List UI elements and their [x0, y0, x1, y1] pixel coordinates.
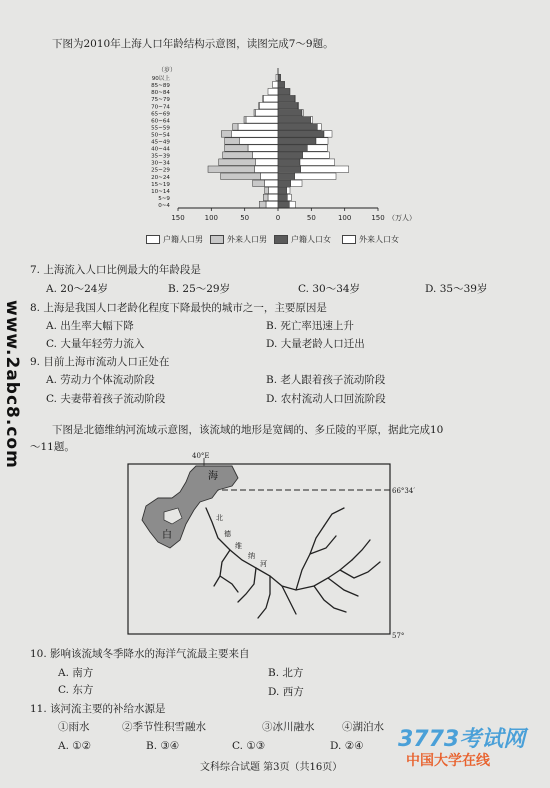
- legend-label: 户籍人口女: [291, 235, 331, 244]
- intro-text-2: 下图是北德维纳河流域示意图，该流域的地形是宽阔的、多丘陵的平原，据此完成10: [52, 424, 444, 436]
- bar-right-1-5-9: [287, 194, 291, 200]
- x-tick-label: 150: [171, 214, 185, 222]
- q9-option-a[interactable]: A. 劳动力个体流动阶段: [46, 374, 155, 386]
- bar-left-1-40-44: [225, 145, 248, 151]
- bar-right-1-75-79: [295, 95, 296, 101]
- bar-left-0-75-79: [263, 95, 278, 101]
- bar-left-1-60-64: [244, 117, 246, 123]
- bar-right-0-25-29: [278, 166, 301, 172]
- age-tick-label: 45~49: [151, 139, 170, 146]
- bar-left-0-5-9: [268, 194, 278, 200]
- bar-right-1-50-54: [324, 131, 332, 137]
- tributary-east-b: [352, 540, 370, 560]
- lon-label-40e: 40°E: [192, 452, 210, 460]
- map-frame: [128, 464, 390, 634]
- q7-option-d[interactable]: D. 35～39岁: [425, 283, 488, 295]
- bar-right-1-65-69: [302, 110, 303, 116]
- tributary-north: [296, 526, 324, 590]
- q11-option-d[interactable]: D. ②④: [330, 740, 364, 752]
- tributary-west-b: [220, 576, 238, 592]
- age-tick-label: 5~9: [158, 195, 170, 202]
- age-tick-label: 80~84: [151, 90, 170, 97]
- age-tick-label: 30~34: [151, 160, 170, 167]
- river-char-2: 德: [224, 530, 231, 538]
- q11-option-a[interactable]: A. ①②: [58, 740, 92, 752]
- river-char-4: 纳: [248, 552, 255, 560]
- legend-hj-female: [274, 234, 331, 245]
- tributary-south-2: [258, 576, 270, 618]
- q11-option-b[interactable]: B. ③④: [146, 740, 180, 752]
- age-tick-label: 85~89: [151, 83, 170, 90]
- tributary-south-3: [282, 586, 296, 614]
- age-tick-label: 0~4: [158, 203, 170, 209]
- bar-left-1-25-29: [208, 166, 255, 172]
- bar-left-1-15-19: [253, 180, 265, 186]
- q8-option-d[interactable]: D. 大量老龄人口迁出: [266, 338, 365, 350]
- bar-right-1-10-14: [287, 187, 290, 193]
- bar-left-0-60-64: [246, 117, 278, 123]
- page-footer: 文科综合试题 第3页（共16页）: [200, 762, 343, 773]
- bar-left-0-30-34: [255, 159, 278, 165]
- q10-option-b[interactable]: B. 北方: [268, 667, 304, 679]
- bar-left-0-45-49: [239, 138, 278, 144]
- age-tick-label: 90以上: [151, 76, 170, 83]
- y-axis-unit-label: （岁）: [158, 67, 177, 74]
- legend-wl-male: [210, 234, 267, 245]
- tributary-south-1: [238, 568, 256, 602]
- x-tick-label: 150: [371, 214, 385, 222]
- bar-left-0-80-84: [268, 88, 278, 94]
- age-tick-label: 60~64: [151, 118, 170, 125]
- bar-right-1-60-64: [311, 117, 313, 123]
- tributary-se-b: [328, 578, 358, 596]
- bar-right-1-40-44: [307, 145, 327, 151]
- age-tick-label: 70~74: [151, 104, 170, 111]
- bar-right-1-20-24: [295, 173, 336, 179]
- bar-right-1-70-74: [298, 103, 299, 109]
- bar-left-1-20-24: [221, 173, 261, 179]
- age-tick-label: 55~59: [151, 125, 170, 132]
- tributary-se: [314, 586, 346, 612]
- bar-left-1-10-14: [265, 187, 269, 193]
- q8-option-a[interactable]: A. 出生率大幅下降: [46, 320, 134, 332]
- q10-option-d[interactable]: D. 西方: [268, 686, 304, 698]
- bar-left-0-35-39: [253, 152, 278, 158]
- intro-text-1: 下图为2010年上海人口年龄结构示意图，读图完成7～9题。: [52, 38, 334, 50]
- bar-right-0-85-89: [278, 81, 285, 87]
- q10-stem: 10. 影响该流域冬季降水的海洋气流最主要来自: [30, 648, 250, 660]
- population-pyramid-chart: [128, 60, 428, 250]
- bar-left-0-20-24: [261, 173, 278, 179]
- age-tick-label: 10~14: [151, 188, 170, 195]
- bar-right-1-45-49: [316, 138, 328, 144]
- bar-left-1-30-34: [219, 159, 256, 165]
- bar-left-0-15-19: [265, 180, 278, 186]
- bar-left-1-75-79: [263, 95, 264, 101]
- bar-right-0-45-49: [278, 138, 316, 144]
- legend-wl-female: [342, 234, 399, 245]
- q10-option-c[interactable]: C. 东方: [58, 684, 94, 696]
- bar-right-0-10-14: [278, 187, 287, 193]
- q7-option-a[interactable]: A. 20～24岁: [46, 283, 108, 295]
- bar-left-0-25-29: [255, 166, 278, 172]
- bar-right-0-35-39: [278, 152, 303, 158]
- q7-option-c[interactable]: C. 30～34岁: [298, 283, 361, 295]
- bar-left-0-85-89: [273, 81, 278, 87]
- q9-stem: 9. 目前上海市流动人口正处在: [30, 356, 170, 368]
- bar-left-1-50-54: [221, 131, 231, 137]
- tributary-ne: [324, 508, 344, 526]
- q10-option-a[interactable]: A. 南方: [58, 667, 94, 679]
- river-basin-map: [120, 452, 415, 642]
- x-tick-label: 100: [337, 214, 352, 222]
- bar-left-1-35-39: [223, 152, 253, 158]
- bar-left-0-0-4: [266, 201, 278, 207]
- bar-left-1-5-9: [263, 194, 268, 200]
- watermark-text: www.2abc8.com: [2, 300, 22, 469]
- bar-right-1-35-39: [303, 152, 330, 158]
- lat-label-57: 57°: [392, 632, 405, 640]
- bar-right-1-25-29: [301, 166, 349, 172]
- legend-label: 户籍人口男: [163, 235, 203, 244]
- legend-hj-male: [146, 234, 203, 245]
- age-tick-label: 65~69: [151, 111, 170, 118]
- river-char-1: 北: [216, 514, 223, 522]
- q8-option-b[interactable]: B. 死亡率迅速上升: [266, 320, 354, 332]
- legend-label: 外来人口男: [227, 235, 267, 244]
- bar-left-0-65-69: [255, 110, 278, 116]
- sea-label-bai: 白: [162, 530, 172, 541]
- bar-left-0-90以上: [276, 74, 278, 80]
- bar-left-0-50-54: [231, 131, 278, 137]
- bar-right-0-65-69: [278, 110, 302, 116]
- q11-option-c[interactable]: C. ①③: [232, 740, 266, 752]
- bar-right-0-40-44: [278, 145, 307, 151]
- bar-right-0-30-34: [278, 159, 300, 165]
- q9-option-b[interactable]: B. 老人跟着孩子流动阶段: [266, 374, 386, 386]
- bar-left-1-70-74: [259, 103, 260, 109]
- bar-right-0-55-59: [278, 124, 317, 130]
- q7-stem: 7. 上海流入人口比例最大的年龄段是: [30, 264, 201, 276]
- x-tick-label: 50: [306, 214, 316, 222]
- q11-item-1: ①雨水: [58, 721, 90, 733]
- q11-item-2: ②季节性积雪融水: [122, 721, 206, 733]
- bar-left-1-55-59: [233, 124, 238, 130]
- q8-stem: 8. 上海是我国人口老龄化程度下降最快的城市之一，主要原因是: [30, 302, 327, 314]
- main-river: [206, 508, 352, 590]
- bar-right-0-5-9: [278, 194, 287, 200]
- q9-option-d[interactable]: D. 农村流动人口回流阶段: [266, 393, 386, 405]
- bar-left-1-45-49: [225, 138, 240, 144]
- age-tick-label: 35~39: [151, 153, 170, 160]
- bar-left-0-40-44: [248, 145, 278, 151]
- bar-right-1-15-19: [291, 180, 302, 186]
- bar-left-1-65-69: [254, 110, 255, 116]
- x-tick-label: 100: [204, 214, 219, 222]
- site-logo: [398, 722, 538, 772]
- q11-item-3: ③冰川融水: [262, 721, 315, 733]
- age-tick-label: 50~54: [151, 132, 170, 139]
- sea-label-hai: 海: [208, 471, 218, 482]
- bar-right-0-70-74: [278, 103, 298, 109]
- q9-option-c[interactable]: C. 夫妻带着孩子流动阶段: [46, 393, 166, 405]
- bar-right-0-15-19: [278, 180, 291, 186]
- x-tick-label: 50: [240, 214, 250, 222]
- q11-stem: 11. 该河流主要的补给水源是: [30, 703, 166, 715]
- logo-line-2: 中国大学在线: [406, 753, 490, 769]
- bar-right-1-0-4: [289, 201, 295, 207]
- bar-right-1-55-59: [317, 124, 321, 130]
- bar-right-0-50-54: [278, 131, 324, 137]
- q8-option-c[interactable]: C. 大量年轻劳力流入: [46, 338, 145, 350]
- x-tick-label: 0: [275, 214, 281, 222]
- intro-text-2b: ～11题。: [30, 441, 75, 453]
- legend-label: 外来人口女: [359, 235, 399, 244]
- age-tick-label: 25~29: [151, 167, 170, 174]
- bar-left-0-70-74: [259, 103, 278, 109]
- lat-label-arctic: 66°34′: [392, 487, 415, 495]
- logo-line-1: 3773考试网: [398, 727, 526, 752]
- bar-right-0-80-84: [278, 88, 290, 94]
- river-char-5: 河: [260, 560, 267, 568]
- q11-item-4: ④湖泊水: [342, 721, 384, 733]
- bar-right-0-60-64: [278, 117, 311, 123]
- bar-right-0-0-4: [278, 201, 289, 207]
- age-tick-label: 15~19: [151, 181, 170, 188]
- bar-left-0-55-59: [238, 124, 278, 130]
- age-tick-label: 20~24: [151, 174, 170, 181]
- bar-left-1-0-4: [259, 201, 266, 207]
- q7-option-b[interactable]: B. 25～29岁: [168, 283, 231, 295]
- bar-right-0-75-79: [278, 95, 295, 101]
- bar-right-1-30-34: [300, 159, 335, 165]
- bar-right-0-20-24: [278, 173, 295, 179]
- river-network: [206, 508, 380, 618]
- age-tick-label: 75~79: [151, 97, 170, 104]
- bar-left-0-10-14: [269, 187, 278, 193]
- bar-right-0-90以上: [278, 74, 281, 80]
- river-char-3: 维: [235, 542, 242, 550]
- age-tick-label: 40~44: [151, 146, 170, 153]
- x-axis-unit-label: （万人）: [388, 214, 416, 222]
